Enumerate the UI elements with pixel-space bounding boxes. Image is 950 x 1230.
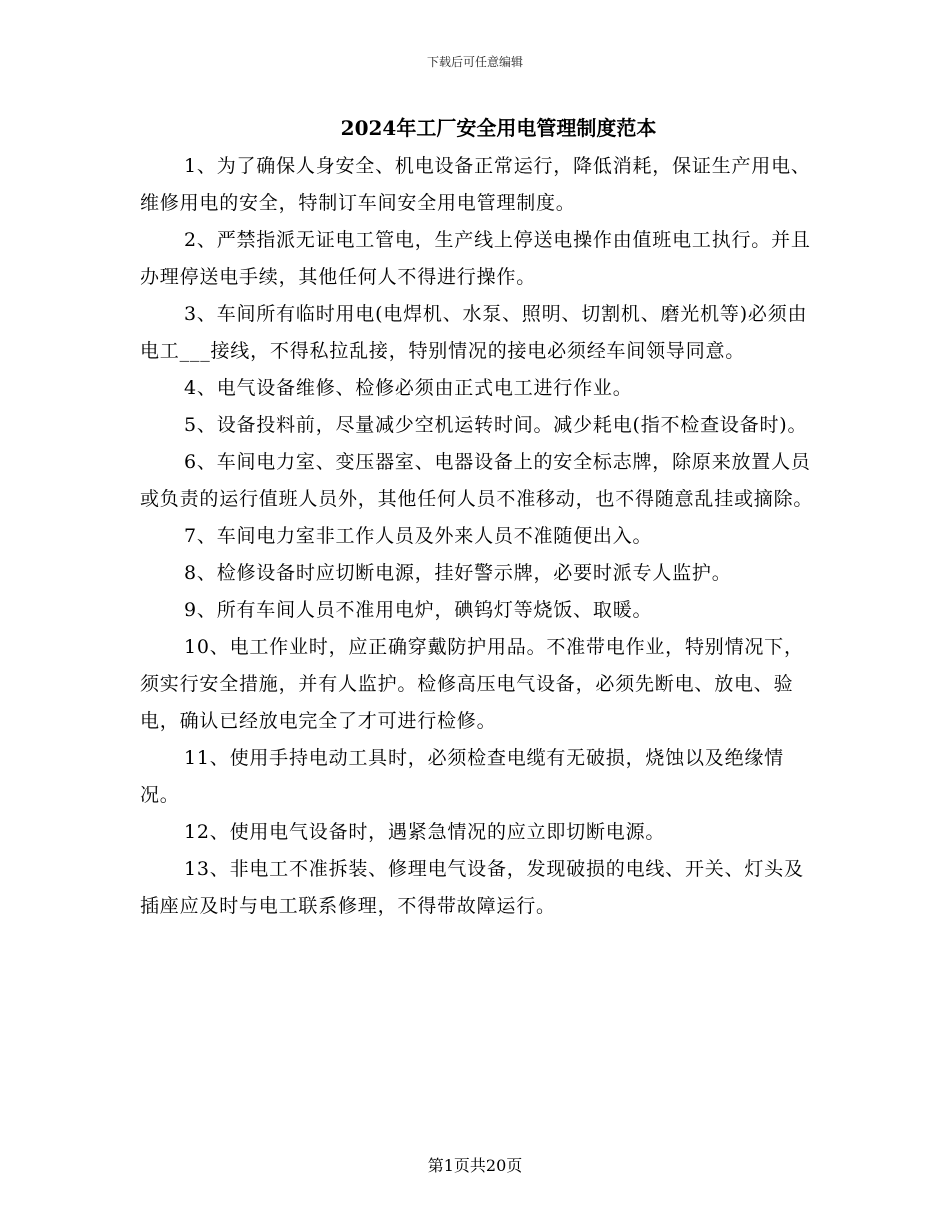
document-body <box>140 148 820 925</box>
paragraph-10: 10、电工作业时，应正确穿戴防护用品。不准带电作业，特别情况下，须实行安全措施，并有人监护。检修高压电气设备，必须先断电、放电、验电，确认已经放电完全了才可进行检修。 <box>140 636 804 732</box>
paragraph-1: 1、为了确保人身安全、机电设备正常运行，降低消耗，保证生产用电、维修用电的安全，特制订车间安全用电管理制度。 <box>140 155 811 214</box>
paragraph-12: 12、使用电气设备时，遇紧急情况的应立即切断电源。 <box>184 821 666 843</box>
paragraph-4: 4、电气设备维修、检修必须由正式电工进行作业。 <box>184 377 633 399</box>
paragraph-11: 11、使用手持电动工具时，必须检查电缆有无破损，烧蚀以及绝缘情况。 <box>140 747 784 806</box>
paragraph-3: 3、车间所有临时用电(电焊机、水泵、照明、切割机、磨光机等)必须由电工___接线，不得私拉乱接，特别情况的接电必须经车间领导同意。 <box>140 303 808 362</box>
paragraph-8: 8、检修设备时应切断电源，挂好警示牌，必要时派专人监护。 <box>184 562 732 584</box>
paragraph-7: 7、车间电力室非工作人员及外来人员不准随便出入。 <box>184 525 653 547</box>
page-header-note: 下载后可任意编辑 <box>426 55 523 69</box>
paragraph-6: 6、车间电力室、变压器室、电器设备上的安全标志牌，除原来放置人员或负责的运行值班人员外，其他任何人员不准移动，也不得随意乱挂或摘除。 <box>140 451 814 510</box>
paragraph-2: 2、严禁指派无证电工管电，生产线上停送电操作由值班电工执行。并且办理停送电手续，其他任何人不得进行操作。 <box>140 229 811 288</box>
paragraph-13: 13、非电工不准拆装、修理电气设备，发现破损的电线、开关、灯头及插座应及时与电工联系修理，不得带故障运行。 <box>140 858 804 917</box>
page-number-footer: 第1页共20页 <box>427 1156 523 1175</box>
paragraph-9: 9、所有车间人员不准用电炉，碘钨灯等烧饭、取暖。 <box>184 599 653 621</box>
paragraph-5: 5、设备投料前，尽量减少空机运转时间。减少耗电(指不检查设备时)。 <box>184 414 808 436</box>
document-title: 2024年工厂安全用电管理制度范本 <box>340 116 657 140</box>
